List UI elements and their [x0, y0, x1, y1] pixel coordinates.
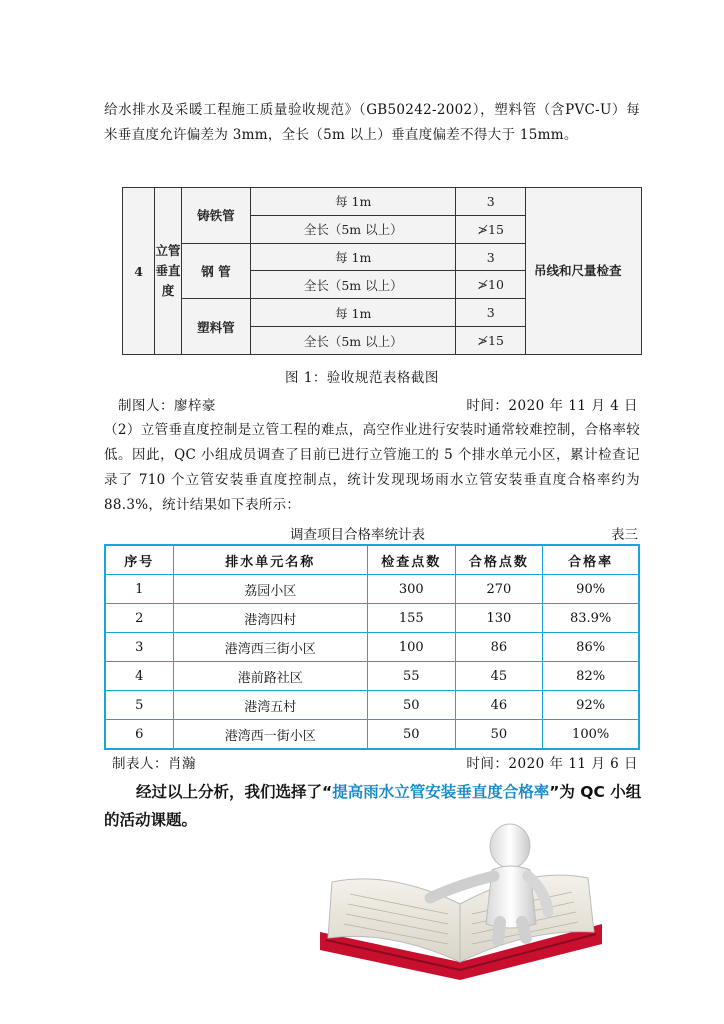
cell: 1 — [105, 575, 173, 604]
spec-category: 立管垂直度 — [155, 188, 182, 355]
cell: 92% — [543, 691, 639, 720]
spec-material: 铸铁管 — [181, 188, 250, 244]
cell: 300 — [367, 575, 455, 604]
cell: 3 — [105, 633, 173, 662]
header-cell: 序号 — [105, 545, 173, 575]
cell: 90% — [543, 575, 639, 604]
spec-value: 3 — [456, 299, 526, 327]
spec-material: 塑料管 — [181, 299, 250, 355]
cell: 50 — [367, 720, 455, 750]
spec-table-image — [122, 187, 642, 355]
spec-value: ≯10 — [456, 271, 526, 299]
cell: 50 — [455, 720, 543, 750]
cell: 55 — [367, 662, 455, 691]
spec-item-number: 4 — [123, 188, 155, 355]
spec-value: 3 — [456, 243, 526, 271]
intro-paragraph: 给水排水及采暖工程施工质量验收规范》（GB50242-2002），塑料管（含PVC-U）每米垂直度允许偏差为 3mm，全长（5m 以上）垂直度偏差不得大于 15mm。 — [104, 102, 640, 143]
cell: 130 — [455, 604, 543, 633]
cell: 港前路社区 — [173, 662, 367, 691]
header-cell: 排水单元名称 — [173, 545, 367, 575]
conclusion-after: ”为 QC 小组的活动课题。 — [104, 783, 642, 829]
cell: 100% — [543, 720, 639, 750]
cell: 荔园小区 — [173, 575, 367, 604]
cell: 港湾五村 — [173, 691, 367, 720]
figure-with-book-illustration — [310, 812, 610, 982]
cell: 港湾西一街小区 — [173, 720, 367, 750]
spec-value: 3 — [456, 188, 526, 216]
cell: 100 — [367, 633, 455, 662]
table-row — [105, 575, 639, 604]
figure-caption: 图 1：验收规范表格截图 — [285, 370, 439, 386]
spec-condition: 每 1m — [251, 299, 456, 327]
spec-value: ≯15 — [456, 327, 526, 355]
cell: 86% — [543, 633, 639, 662]
cell: 82% — [543, 662, 639, 691]
conclusion-topic: 提高雨水立管安装垂直度合格率 — [332, 783, 550, 801]
spec-table — [122, 187, 642, 355]
spec-value: ≯15 — [456, 215, 526, 243]
spec-condition: 全长（5m 以上） — [251, 327, 456, 355]
table-row — [105, 720, 639, 750]
cell: 86 — [455, 633, 543, 662]
figure-maker: 制图人：廖梓豪 — [118, 398, 216, 414]
table-maker: 制表人：肖瀚 — [112, 756, 196, 772]
stat-table-number: 表三 — [611, 527, 638, 543]
cell: 45 — [455, 662, 543, 691]
cell: 港湾四村 — [173, 604, 367, 633]
cell: 50 — [367, 691, 455, 720]
spec-condition: 每 1m — [251, 243, 456, 271]
stat-table-title: 调查项目合格率统计表 — [290, 527, 425, 543]
conclusion-before: 经过以上分析，我们选择了“ — [136, 783, 333, 801]
header-cell: 合格点数 — [455, 545, 543, 575]
cell: 83.9% — [543, 604, 639, 633]
cell: 2 — [105, 604, 173, 633]
spec-material: 钢 管 — [181, 243, 250, 299]
cell: 46 — [455, 691, 543, 720]
spec-condition: 每 1m — [251, 188, 456, 216]
cell: 5 — [105, 691, 173, 720]
header-cell: 检查点数 — [367, 545, 455, 575]
stat-table — [104, 544, 640, 750]
spec-condition: 全长（5m 以上） — [251, 271, 456, 299]
analysis-paragraph: （2）立管垂直度控制是立管工程的难点，高空作业进行安装时通常较难控制，合格率较低。因此，QC 小组成员调查了目前已进行立管施工的 5 个排水单元小区，累计检查记录了 710 个立管安装垂直度控制点，统计发现现场雨水立管安装垂直度合格率约为 88.3%，统计结果如下表所示： — [104, 422, 640, 513]
spec-condition: 全长（5m 以上） — [251, 215, 456, 243]
table-date: 时间：2020 年 11 月 6 日 — [466, 756, 638, 772]
spec-method: 吊线和尺量检查 — [526, 188, 642, 355]
cell: 4 — [105, 662, 173, 691]
cell: 270 — [455, 575, 543, 604]
table-row — [105, 662, 639, 691]
table-row — [105, 633, 639, 662]
figure-date: 时间：2020 年 11 月 4 日 — [466, 398, 638, 414]
table-row — [105, 691, 639, 720]
table-row — [105, 604, 639, 633]
stat-header-row — [105, 545, 639, 575]
cell: 155 — [367, 604, 455, 633]
cell: 港湾西三街小区 — [173, 633, 367, 662]
header-cell: 合格率 — [543, 545, 639, 575]
cell: 6 — [105, 720, 173, 750]
